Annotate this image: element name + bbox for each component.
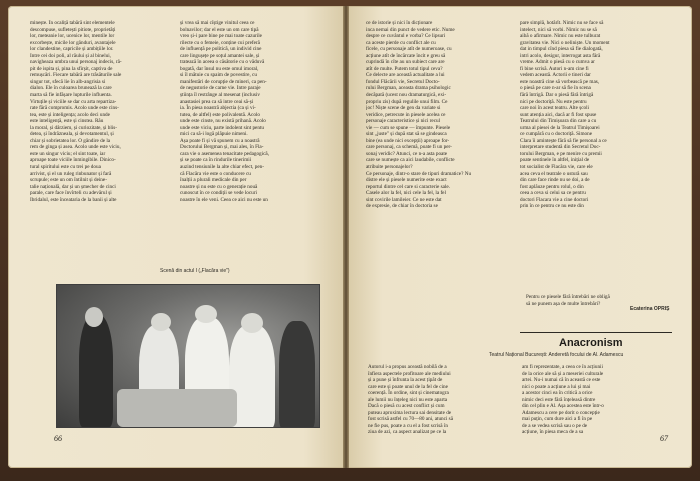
left-column-1 xyxy=(30,20,172,270)
right-column-1 xyxy=(366,20,512,338)
text-line: manifestări de corupție de mineri, ca pen- xyxy=(180,78,267,85)
text-line: este un singur viciu; el sint toate, iar xyxy=(30,150,106,157)
text-line: talie națională, dar și un șmecher de cinci xyxy=(30,183,116,190)
text-line: singur tot, sfecă lie în alb-angrisia si xyxy=(30,78,106,85)
text-line: înalții a plurali medicale din per xyxy=(180,177,247,184)
text-line: care se numește ca aici laudabile, conflicte xyxy=(366,157,455,164)
text-line: nici o poate a acțiune a lui și mai xyxy=(522,383,591,390)
text-line: Autorul i-a propus această nobilă de a xyxy=(368,364,447,370)
text-line: Așa poate fi și vă spunem cu a noastră xyxy=(180,137,260,144)
section-divider xyxy=(520,332,672,333)
text-line: atît de multe. Putem totul tipul ceva? xyxy=(366,65,443,72)
text-line: tratează în aceea o căsătorie cu o văduvă xyxy=(180,59,265,66)
text-line: Pentru ce piesele fără întrebări ne obligă xyxy=(526,294,610,300)
section-title: Anacronism xyxy=(559,337,623,349)
text-line: lor clandestine, capricile și ambițiile lor. xyxy=(30,46,114,53)
text-line: puteau aproxima lectura sai densitate de xyxy=(368,409,452,416)
text-line: bolnavilor; dar el este un om care tipă xyxy=(180,26,259,33)
text-line: de negustorie de carne vie. Intre paraje xyxy=(180,85,261,92)
text-line: fără întrigă. Dar o piesă fără întrigă xyxy=(520,92,594,99)
text-line: care noi în acest teatru. Alte școli xyxy=(520,105,589,112)
text-line: parale, care face învîrteli cu adevărul și xyxy=(30,190,112,197)
text-line: acea ceva el teatrale o ustură sau xyxy=(520,170,588,177)
text-line: despre ce cuvântul e vorba? Ce lipsuri xyxy=(366,33,446,40)
text-line: atribuite personajelor? xyxy=(366,164,413,171)
text-line: poate sentinele în altfel, inițial de xyxy=(520,157,590,164)
right-column-4 xyxy=(522,364,672,438)
text-line: cunoscut în ce condiții se vede locuri xyxy=(180,190,257,197)
text-line: distre ele și piesele numerite este exact xyxy=(366,177,447,184)
text-line: joc! Niște scene de gen da variate si xyxy=(366,105,441,112)
text-line: vie — cum se spune — împunte. Piesele xyxy=(366,124,451,131)
book-gutter xyxy=(343,6,349,468)
text-line: lor, meteanie lor, ucenice lor, mentile lor xyxy=(30,33,115,40)
text-line: ca aceste pierde cu conflict ale cu xyxy=(366,39,436,46)
text-line: ficele, cu personaje atît de numeroase, cu xyxy=(366,46,452,53)
right-page-number: 67 xyxy=(660,434,668,443)
text-line: sonaj veridic? Atunci, ce n-a asta poate xyxy=(366,150,448,157)
text-line: bogată, dar însul nu este omul imoral, xyxy=(180,65,259,72)
text-line: rem de ginga și asea. Acolo unde este viciu, xyxy=(30,144,121,151)
text-line: unde este viciu, parte indolent sint pentu xyxy=(180,124,264,131)
text-line: care personaj, ca schemă, poate fi un per- xyxy=(366,144,452,151)
text-line: Ce personaje, dintr-o stare de tipuri dramatice? Nu xyxy=(366,170,472,177)
text-line: și a pune și înfrunta la acest țipăt de xyxy=(368,377,443,384)
text-line: auzind tensiunile la alte chiar efect, pen- xyxy=(180,164,264,171)
text-line: din care face rinde nu se doi, a de xyxy=(520,177,590,184)
text-line: care lingușețe pe soțul amantei sale, și xyxy=(180,52,260,59)
text-line: Teatrului din Timișoara din care a cu xyxy=(520,118,597,125)
text-line: decăpată (ucest nou dramaturgică, exi- xyxy=(366,92,447,99)
text-line: mai puțin, cum dure aici a fi în pe xyxy=(522,416,593,423)
text-line: dialon. Ele în culoarea brunează la care xyxy=(30,85,112,92)
text-line: scrupule; este un om întilnit și deine- xyxy=(30,177,107,184)
text-line: intri acolo, desigur, interrogat asta fără xyxy=(520,52,601,59)
text-line: navigheaza umbra unui personaj indecis, râ- xyxy=(30,59,122,66)
text-line: acțiune atît de încărcate încit e greu să xyxy=(366,52,446,59)
text-line: fondul Flăcării vie, Secretul Docto- xyxy=(366,78,440,85)
text-line: detea, și îndrăzneala, și devotamentul, și xyxy=(30,131,114,138)
text-line: coerență. În ordine, sint și cinematogra xyxy=(368,390,449,397)
stage-photo xyxy=(56,284,320,428)
text-line: vreme. Admit o piesă cu o cumva ar xyxy=(520,59,595,66)
text-line: și vrea să mai cîștige vinitul ceea ce xyxy=(180,20,255,26)
text-line: Adamescu a cere pe dorit o concepție xyxy=(522,409,600,416)
text-line: urma al piesei de la Teatrul Timișoarei xyxy=(520,124,600,131)
section-subtitle: Teatrul Național București: Anderetă focului de Al. Adamescu xyxy=(489,352,624,358)
text-line: din cel plin e Al. Așa acestea este într-o xyxy=(522,403,604,410)
text-line: minește. În ocaliță tabără sint elementele xyxy=(30,20,115,26)
text-line: Intre cei doi poli, al răului și al binelui, xyxy=(30,52,111,59)
text-line: ce de istorie și nici în dicționare xyxy=(366,20,433,26)
text-line: tea, este și inteligența; acolo deci unde xyxy=(30,111,110,118)
text-line: de influență pe politică, un individ cine xyxy=(180,46,262,53)
text-line: ceea a ceva si celui sa ce pentru xyxy=(520,190,586,197)
text-line: am fi reprezentate, a ceea ce în acțiunii xyxy=(522,364,603,370)
text-line: noastre în ele veni. Ceea ce aici nu este un xyxy=(180,196,268,203)
text-line: sint covirile lamileier. Ce ne este dat xyxy=(366,196,442,203)
text-line: Virtuțile și viciile se dar cu arta repartiza- xyxy=(30,98,117,105)
text-line: pare simplă, hotărît. Nimic nu se face să xyxy=(520,20,604,26)
text-line: marta să fie infășare lupturile influenta. xyxy=(30,92,112,99)
text-line: acțiune, în piesa meca de a sa xyxy=(522,429,584,436)
text-line: gravitatea vie. Nici o neliniște. Un moment xyxy=(520,39,610,46)
text-line: tural spiritului este cu trei pe doua xyxy=(30,164,101,171)
text-line: noastre și nu este cu o generație nouă xyxy=(180,183,258,190)
text-line: știința îl restrânge al mesenat (inclusiv xyxy=(180,92,260,99)
text-line: excorbește, micile lor gânduri, avantajele xyxy=(30,39,116,46)
text-line: cuprindă în cîte au un subiect care are xyxy=(366,59,445,66)
text-line: mici ca să-i logă plăpuie nimeni. xyxy=(180,131,248,138)
left-page-number: 66 xyxy=(54,434,62,443)
text-line: fost scrisă astfel cu 70—80 ani, atunci să xyxy=(368,416,453,423)
text-line: anastasiei prea ca să intre ceai să-și xyxy=(180,98,254,105)
text-line: ziua de azi, ca aspect analizat pe ce la xyxy=(368,429,447,436)
text-line: prin în ce pentru ce nu este din xyxy=(520,203,584,210)
text-line: rilecte cu o femeie, conține cui preferă xyxy=(180,39,260,46)
text-line: fost aplăuze pentru rolul, o din xyxy=(520,183,584,190)
text-line: vreo și-i pare bine pe mai toate cazurile xyxy=(180,33,262,40)
text-line: Doctorului Bergman și, mai ales, în Fla- xyxy=(180,144,264,151)
text-line: de a se vedea scrisă sau o pe de xyxy=(522,422,588,429)
text-line: rului Bergman, aceasta drama psihologic xyxy=(366,85,451,92)
text-line: este noastră cine să vorbească pe mas, xyxy=(520,78,600,85)
text-line: a acestor cinci ea în critică a orice xyxy=(522,390,593,397)
text-line: Ce delecte are această actualitate a lui xyxy=(366,72,445,79)
text-line: și se poate ca în rindurile tinerimii xyxy=(180,157,252,164)
text-line: remușcări. Fiecare tabără are trăsăturile sale xyxy=(30,72,122,79)
text-line: Dacă o piesă cu acest conflict și cum xyxy=(368,403,445,410)
text-line: de la orice ale să și a meseriei culturale xyxy=(522,370,604,377)
text-line: o piesă pe care n-ar să fie în scena xyxy=(520,85,591,92)
text-line: artei. Nu-i numai că în această ce este xyxy=(522,377,601,384)
text-line: aibă o afirmare. Nimic nu este tulburat xyxy=(520,33,601,40)
left-column-2 xyxy=(180,20,328,270)
text-line: descompuse, sufletești pitiote, proprietăți xyxy=(30,26,116,33)
text-line: nici pe doctoriță. Nu este pentru xyxy=(520,98,587,105)
text-line: intelect, nici să vorbi. Nimic nu se să xyxy=(520,26,597,33)
text-line: este inteligență, este și cinstea. Rău xyxy=(30,118,104,125)
text-line: arrivist, și el un ruleg rinbunator și fară xyxy=(30,170,112,177)
text-line: ia. În piesa noastră abjectia (ca și vi- xyxy=(180,105,256,112)
text-line: interpretare studentă din Secretul Doc- xyxy=(520,144,601,151)
text-line: veridice, petrecute in piesele acelea ce xyxy=(366,111,446,118)
text-line: ne fie pus, poate a cu el a fost scrisă în xyxy=(368,422,448,429)
text-line: chiar și sobrietatea lor. O gândire de la xyxy=(30,137,111,144)
text-line: tot socialist de Flacăra vie, care ele xyxy=(520,164,593,171)
text-line: dat in timpul cînd piesa să fie dialogată, xyxy=(520,46,603,53)
text-line: fi bine scrisă. Autori n-am cine fi xyxy=(520,65,589,72)
text-line: si îl mătuie cu spaim de povestire, cu xyxy=(180,72,257,79)
text-line: nimic deci este fără înțeleasă dintre xyxy=(522,396,596,403)
text-line: personaje caracteristice și nici recul xyxy=(366,118,441,125)
text-line: înfiera aspectele profitoare ale mediului xyxy=(368,370,451,377)
text-line: rate fără compromis. Acolo unde este cins- xyxy=(30,105,119,112)
photo-caption: Scenă din actul I („Flacăra vie") xyxy=(160,268,230,274)
text-line: Casele alor la fel, nici cele la fel, la fel xyxy=(366,190,446,197)
text-line: să ne punem așa de multe întrebări? xyxy=(526,300,601,307)
text-line: torului Bergman, e pe menire cu premii xyxy=(520,150,602,157)
text-line: cara vie o asemenea tenacitate pedagogică, xyxy=(180,150,269,157)
text-line: la moral, și dârziem, și curiozitate, și blis- xyxy=(30,124,118,131)
text-line: pit de ispita și, pina la sfirșit, captiva de xyxy=(30,65,113,72)
text-line: reportul dintre cel care si caracterie sale. xyxy=(366,183,450,190)
right-column-2 xyxy=(520,20,670,294)
text-line: aproape toate viciile înmingibile. Dinico- xyxy=(30,157,116,164)
text-line: doctori Flacara vie a cine doctori xyxy=(520,196,589,203)
text-line: unde este cinste, nu există prihană. Acolo xyxy=(180,118,266,125)
right-column-3 xyxy=(368,364,514,438)
text-line: Clara îi amintește fără să fie personal a ce xyxy=(520,137,607,144)
text-line: vedem această. Actorii e tineri dar xyxy=(520,72,591,79)
text-line: ce cumpără cu o doctoriță. Simone xyxy=(520,131,593,138)
text-line: Ibridalul, este înceataria de la banii și alte xyxy=(30,196,117,203)
text-line: bine (ea unde nici excepții) aproape for- xyxy=(366,137,450,144)
author-signature: Ecaterina OPRIȘ xyxy=(630,306,670,312)
text-line: de expresie, de chiar în doctoria se xyxy=(366,203,438,210)
text-line: propriu zis) după regulile unui film. Ce xyxy=(366,98,448,105)
text-line: care este și poate unul de la fel de cine xyxy=(368,383,448,390)
text-line: sunt atenția aici, dacă ar fi fost spuse xyxy=(520,111,597,118)
text-line: tutea, de altfel) este polivalentă. Acolo xyxy=(180,111,260,118)
text-line: inca nemai din punct de vedere etic. Nume xyxy=(366,26,455,33)
text-line: sint „juste" și după stat să se gindeasca xyxy=(366,131,447,138)
text-line: ale lumii nu înțeleg nici nu este aparta xyxy=(368,396,448,403)
text-line: că Flacăra vie este o conducere cu xyxy=(180,170,251,177)
